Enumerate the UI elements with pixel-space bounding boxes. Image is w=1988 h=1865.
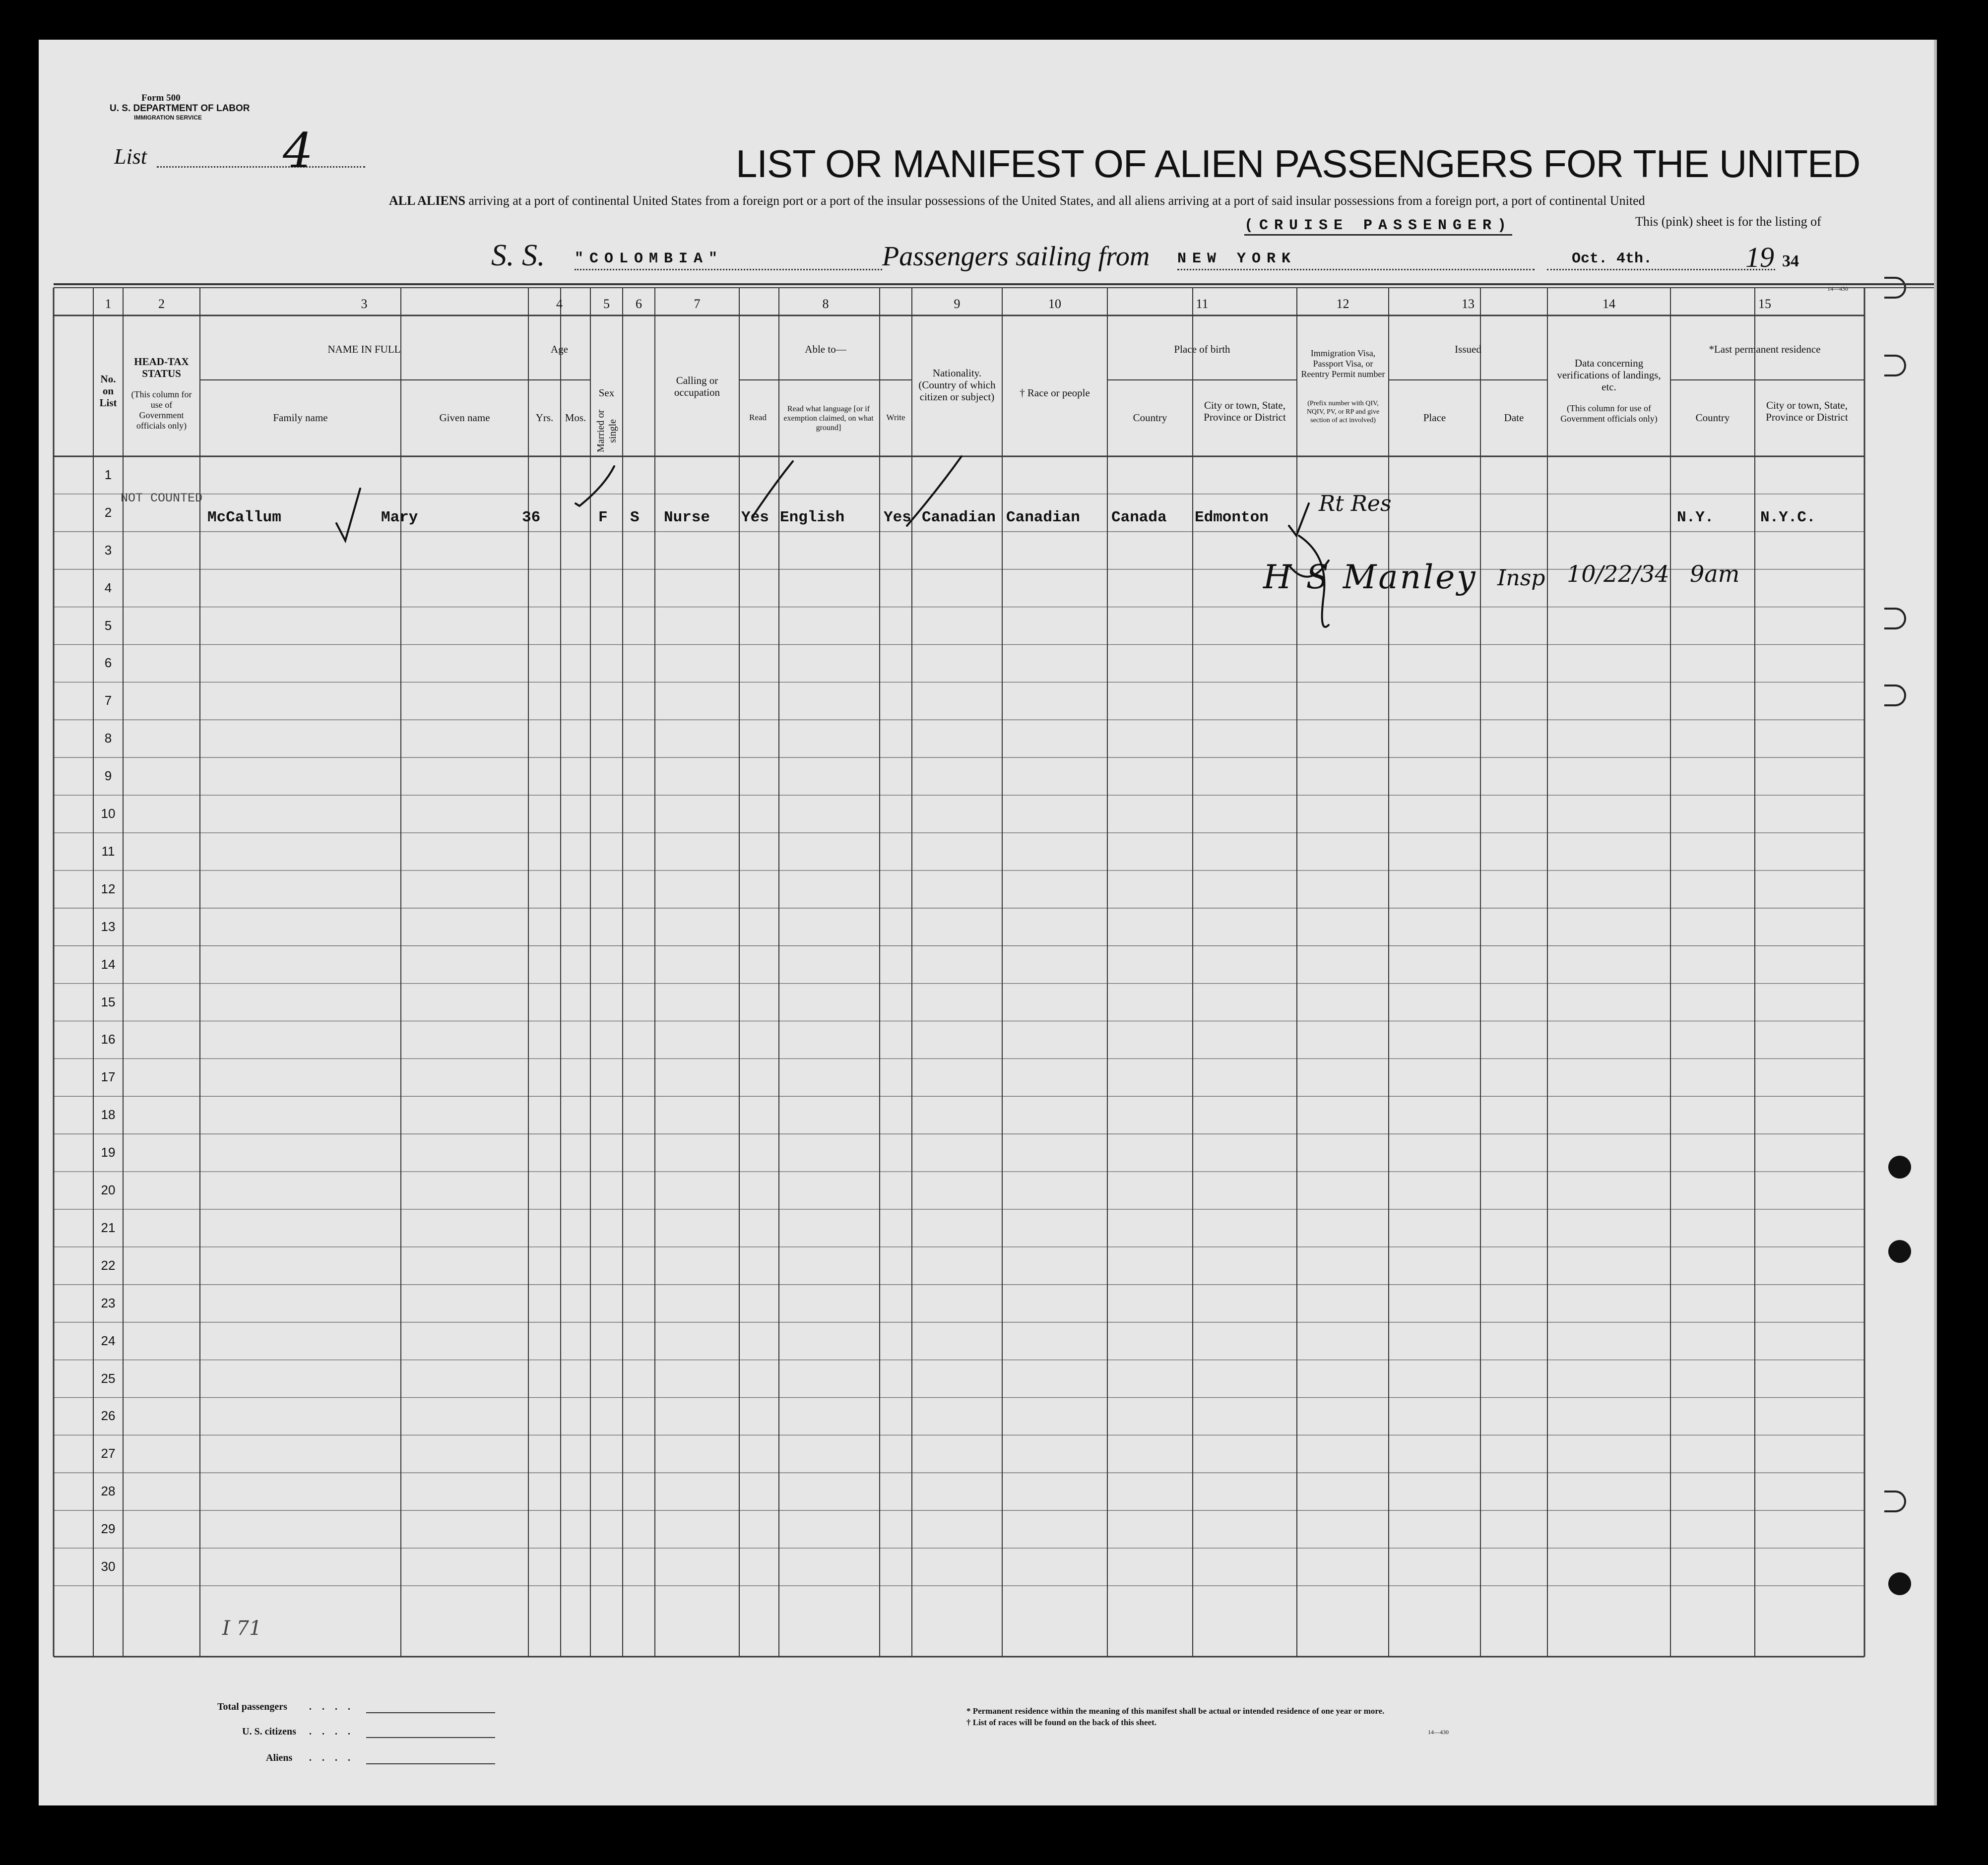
header-visa: Immigration Visa, Passport Visa, or Reentry Permit number <box>1301 348 1385 379</box>
header-last-res: *Last permanent residence <box>1709 343 1821 355</box>
header-birth-country: Country <box>1133 412 1167 424</box>
year-prefix: 19 <box>1745 241 1774 273</box>
age-value: 36 <box>522 509 541 526</box>
header-sex: Sex <box>598 387 615 399</box>
row-number: 28 <box>101 1484 116 1499</box>
married-value: S <box>630 509 640 526</box>
header-name-in-full: NAME IN FULL <box>327 343 401 355</box>
row-number: 16 <box>101 1032 116 1047</box>
year-suffix: 34 <box>1782 252 1799 270</box>
col-num: 7 <box>694 297 701 311</box>
header-write: Write <box>886 413 905 422</box>
row-number: 15 <box>101 994 116 1009</box>
inspector-signature: H S Manley <box>1263 558 1477 596</box>
footer-total-dots: . . . . <box>309 1701 354 1712</box>
header-mos: Mos. <box>565 412 586 424</box>
header-no-on-list: No. on List <box>99 373 117 409</box>
footer-citizens-line <box>366 1737 495 1738</box>
col-num: 11 <box>1196 297 1209 311</box>
col-num: 1 <box>105 297 112 311</box>
row-number: 25 <box>101 1370 116 1386</box>
header-issued-place: Place <box>1423 412 1446 424</box>
inspection-time: 9am <box>1690 560 1740 587</box>
row-number: 20 <box>101 1182 116 1198</box>
col-num: 3 <box>361 297 368 311</box>
header-nationality: Nationality. (Country of which citizen or subject) <box>918 367 996 403</box>
family-name-value: McCallum <box>207 509 281 526</box>
col-num: 12 <box>1336 297 1349 311</box>
header-given-name: Given name <box>439 412 490 424</box>
row-number: 2 <box>104 504 112 520</box>
row-number: 9 <box>104 768 112 784</box>
write-value: Yes <box>884 509 911 526</box>
row-number: 22 <box>101 1257 116 1273</box>
res-city-value: N.Y.C. <box>1760 509 1816 526</box>
birth-city-value: Edmonton <box>1195 509 1269 526</box>
header-res-country: Country <box>1695 412 1730 424</box>
res-country-value: N.Y. <box>1677 509 1714 526</box>
inspection-date: 10/22/34 <box>1567 560 1669 587</box>
sailing-date: Oct. 4th. <box>1572 250 1653 267</box>
header-data-verif-note: (This column for use of Government officials only) <box>1560 403 1658 424</box>
row-number: 5 <box>104 618 112 633</box>
header-yrs: Yrs. <box>535 412 554 424</box>
row-number: 14 <box>101 956 116 972</box>
col-num: 15 <box>1758 297 1771 311</box>
col-num: 4 <box>556 297 563 311</box>
header-birth-city: City or town, State, Province or District <box>1204 399 1286 423</box>
row-number: 13 <box>101 919 116 934</box>
header-married: Married or single <box>595 409 618 453</box>
list-number: 4 <box>283 123 314 179</box>
col-num: 13 <box>1462 297 1475 311</box>
header-race: † Race or people <box>1020 387 1090 399</box>
row-number: 23 <box>101 1295 116 1310</box>
sex-value: F <box>598 509 608 526</box>
header-age: Age <box>551 343 568 355</box>
row-number: 12 <box>101 881 116 896</box>
race-value: Canadian <box>1006 509 1080 526</box>
col-num: 8 <box>822 297 829 311</box>
col-num: 6 <box>636 297 642 311</box>
cruise-passenger: (CRUISE PASSENGER) <box>1244 217 1512 236</box>
ss-label: S. S. <box>491 239 545 272</box>
occupation-value: Nurse <box>664 509 710 526</box>
footer-code: 14—430 <box>1428 1729 1449 1736</box>
footer-note-races: † List of races will be found on the back of this sheet. <box>966 1718 1156 1727</box>
service: IMMIGRATION SERVICE <box>134 114 202 121</box>
col-num: 9 <box>954 297 961 311</box>
language-value: English <box>780 509 845 526</box>
row-number: 26 <box>101 1408 116 1424</box>
manifest-sheet <box>39 40 1937 1805</box>
nationality-value: Canadian <box>922 509 996 526</box>
row-number: 21 <box>101 1220 116 1235</box>
header-issued-date: Date <box>1504 412 1524 424</box>
footer-total-label: Total passengers <box>217 1701 287 1712</box>
row-number: 11 <box>101 843 115 859</box>
header-head-tax-note: (This column for use of Government officials only) <box>131 389 192 431</box>
instructions-text: arriving at a port of continental United States from a foreign port or a port of the insular possessions of the United States, and all aliens arriving at a port of said insular possessions from a foreign port, a port of continental United <box>468 193 1645 208</box>
footer-aliens-line <box>366 1763 495 1764</box>
header-visa-note: (Prefix number with QIV, NQIV, PV, or RP and give section of act involved) <box>1306 400 1380 424</box>
bottom-handwriting: I 71 <box>222 1617 262 1640</box>
birth-country-value: Canada <box>1111 509 1167 526</box>
footer-citizens-dots: . . . . <box>309 1726 354 1737</box>
all-aliens-label: ALL ALIENS <box>389 193 465 208</box>
row-number: 1 <box>104 467 112 482</box>
row-number: 27 <box>101 1446 116 1461</box>
col-num: 14 <box>1603 297 1615 311</box>
footer-aliens-dots: . . . . <box>309 1752 354 1763</box>
footer-note-residence: * Permanent residence within the meaning of this manifest shall be actual or intended residence of one year or more. <box>966 1706 1385 1716</box>
instructions-line2: This (pink) sheet is for the listing of <box>1635 214 1821 229</box>
col-num: 5 <box>603 297 610 311</box>
page-title: LIST OR MANIFEST OF ALIEN PASSENGERS FOR THE UNITED <box>736 142 1860 186</box>
sailing-label: Passengers sailing from <box>882 241 1150 272</box>
port-name: NEW YORK <box>1177 250 1297 267</box>
form-code-top: 14—430 <box>1827 285 1848 292</box>
header-res-city: City or town, State, Province or District <box>1766 399 1848 423</box>
col-num: 2 <box>158 297 165 311</box>
row-number: 19 <box>101 1145 116 1160</box>
department: U. S. DEPARTMENT OF LABOR <box>110 103 250 114</box>
row-number: 17 <box>101 1069 116 1085</box>
footer-citizens-label: U. S. citizens <box>242 1726 296 1737</box>
header-head-tax: HEAD-TAX STATUS <box>134 356 189 379</box>
list-label: List <box>114 144 147 169</box>
header-data-verif: Data concerning verifications of landings, etc. <box>1557 357 1661 393</box>
header-read: Read <box>749 413 767 422</box>
given-name-value: Mary <box>381 509 418 526</box>
footer-aliens-label: Aliens <box>266 1752 293 1763</box>
ship-name: "COLOMBIA" <box>575 250 724 267</box>
inspector-title: Insp <box>1497 565 1545 591</box>
col-num: 10 <box>1048 297 1061 311</box>
header-calling: Calling or occupation <box>674 374 720 398</box>
read-value: Yes <box>741 509 769 526</box>
row-number: 8 <box>104 731 112 746</box>
row-number: 30 <box>101 1559 116 1574</box>
header-issued: Issued <box>1455 343 1481 355</box>
footer-total-line <box>366 1712 495 1713</box>
visa-handwriting: Rt Res <box>1319 491 1392 516</box>
form-number: Form 500 <box>141 93 181 103</box>
row-number: 10 <box>101 806 116 821</box>
header-able-to: Able to— <box>805 343 846 355</box>
header-family-name: Family name <box>273 412 328 424</box>
row-number: 29 <box>101 1521 116 1537</box>
row-number: 7 <box>104 693 112 708</box>
header-read-what: Read what language [or if exemption claimed, on what ground] <box>783 405 874 432</box>
row-number: 6 <box>104 655 112 671</box>
header-place-of-birth: Place of birth <box>1174 343 1230 355</box>
row-number: 3 <box>104 542 112 558</box>
row-number: 18 <box>101 1107 116 1122</box>
row-number: 4 <box>104 580 112 595</box>
row-number: 24 <box>101 1333 116 1348</box>
not-counted-stamp: NOT COUNTED <box>121 491 203 505</box>
